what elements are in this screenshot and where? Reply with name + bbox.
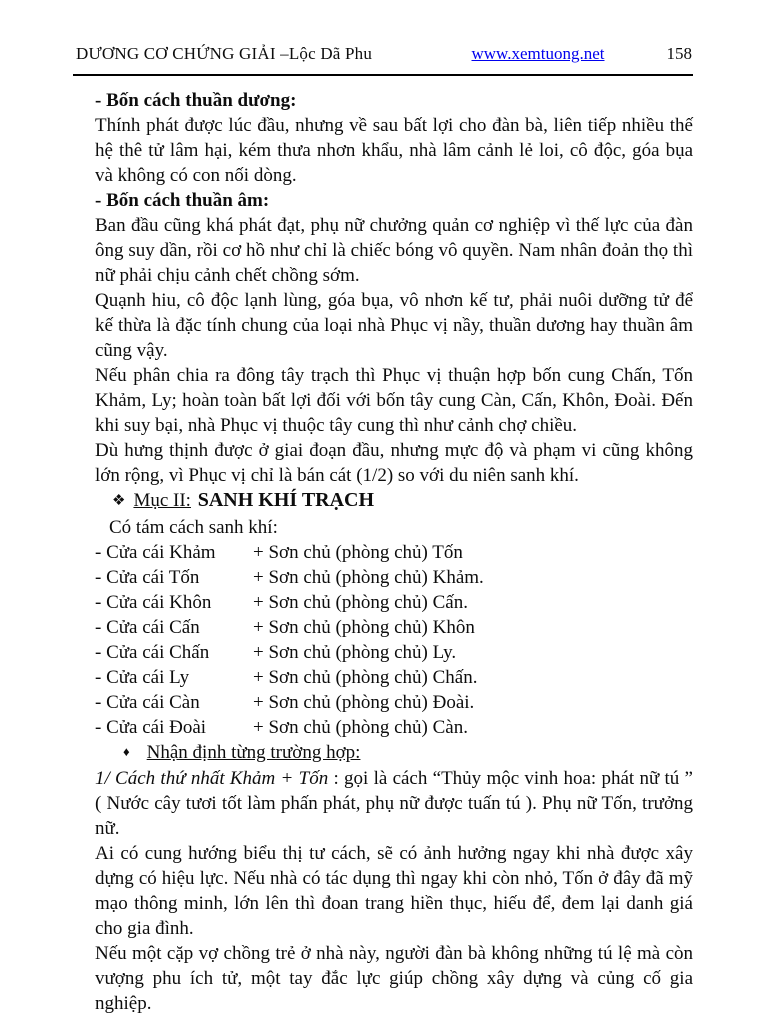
door-cell: - Cửa cái Cấn	[95, 617, 200, 638]
door-cell: - Cửa cái Tốn	[95, 567, 200, 588]
assessment-heading	[123, 740, 693, 766]
door-cell: - Cửa cái Chấn	[95, 642, 210, 663]
mountain-cell: + Sơn chủ (phòng chủ) Ly.	[253, 642, 457, 663]
header-divider	[73, 74, 693, 76]
section-heading	[112, 488, 693, 515]
sanh-khi-row	[95, 540, 693, 565]
case-1-lead: 1/ Cách thứ nhất Khảm + Tốn	[95, 768, 329, 789]
four-diamond-bullet-icon: ❖	[112, 493, 126, 509]
paragraph-case-1	[95, 766, 693, 841]
mountain-cell: + Sơn chủ (phòng chủ) Càn.	[253, 717, 468, 738]
mountain-cell: + Sơn chủ (phòng chủ) Khảm.	[253, 567, 484, 588]
door-cell: - Cửa cái Càn	[95, 692, 200, 713]
heading-pure-yin: - Bốn cách thuần âm:	[95, 190, 270, 211]
sanh-khi-row	[95, 715, 693, 740]
mountain-cell: + Sơn chủ (phòng chủ) Tốn	[253, 542, 463, 563]
paragraph-quanh-hiu: Quạnh hiu, cô độc lạnh lùng, góa bụa, vô nhơn kế tư, phải nuôi dưỡng tử để kế thừa là đặc tính chung của loại nhà Phục vị nầy, thuần dương hay thuần âm cũng vậy.	[95, 290, 693, 361]
section-title: SANH KHÍ TRẠCH	[197, 489, 375, 511]
mountain-cell: + Sơn chủ (phòng chủ) Khôn	[253, 617, 475, 638]
sanh-khi-row	[95, 565, 693, 590]
paragraph-hung-thinh: Dù hưng thịnh được ở giai đoạn đầu, nhưng mực độ và phạm vi cũng không lớn rộng, vì Phục vị chỉ là bán cát (1/2) so với du niên sanh khí.	[95, 440, 693, 486]
mountain-cell: + Sơn chủ (phòng chủ) Đoài.	[253, 692, 475, 713]
website-link[interactable]: www.xemtuong.net	[471, 44, 605, 63]
page-number: 158	[666, 44, 692, 63]
door-cell: - Cửa cái Khảm	[95, 542, 216, 563]
door-cell: - Cửa cái Khôn	[95, 592, 212, 613]
paragraph-pure-yin: Ban đầu cũng khá phát đạt, phụ nữ chưởng quản cơ nghiệp vì thế lực của đàn ông suy dần, rồi cơ hồ như chỉ là chiếc bóng vô quyền. Nam nhân đoản thọ thì nữ phải chịu cảnh chết chồng sớm.	[95, 215, 693, 286]
door-cell: - Cửa cái Đoài	[95, 717, 207, 738]
paragraph-neu-mot: Nếu một cặp vợ chồng trẻ ở nhà này, người đàn bà không những tú lệ mà còn vượng phu ích tử, một tay đắc lực giúp chồng xây dựng và củng cố gia nghiệp.	[95, 943, 693, 1014]
book-title: DƯƠNG CƠ CHỨNG GIẢI –Lộc Dã Phu	[76, 44, 373, 63]
sanh-khi-row	[95, 615, 693, 640]
sanh-khi-row	[95, 665, 693, 690]
intro-line: Có tám cách sanh khí:	[109, 517, 278, 538]
assessment-label: Nhận định từng trường hợp:	[146, 742, 361, 763]
sanh-khi-row	[95, 640, 693, 665]
heading-pure-yang: - Bốn cách thuần dương:	[95, 90, 297, 111]
door-cell: - Cửa cái Ly	[95, 667, 190, 688]
section-label: Mục II:	[133, 490, 191, 511]
paragraph-pure-yang: Thính phát được lúc đầu, nhưng về sau bất lợi cho đàn bà, liên tiếp nhiều thế hệ thê tử lâm hại, kém thưa nhơn khẩu, nhà lâm cảnh lẻ loi, cô độc, góa bụa và không có con nối dòng.	[95, 115, 693, 186]
diamond-bullet-icon: ♦	[123, 744, 130, 759]
sanh-khi-row	[95, 590, 693, 615]
sanh-khi-row	[95, 690, 693, 715]
page-body	[95, 88, 693, 1016]
paragraph-dong-tay: Nếu phân chia ra đông tây trạch thì Phục vị thuận hợp bốn cung Chấn, Tốn Khảm, Ly; hoàn toàn bất lợi đối với bốn tây cung Càn, Cấn, Khôn, Đoài. Đến khi suy bại, nhà Phục vị thuộc tây cung thì như cảnh chợ chiều.	[95, 365, 693, 436]
mountain-cell: + Sơn chủ (phòng chủ) Chấn.	[253, 667, 478, 688]
case-1-rest: : gọi là cách “Thủy mộc vinh hoa: phát nữ tú ” ( Nước cây tươi tốt làm phấn phát, phụ nữ được tuấn tú ). Phụ nữ Tốn, trưởng nữ.	[95, 768, 693, 839]
page-header	[76, 44, 692, 64]
paragraph-ai-co: Ai có cung hướng biểu thị tư cách, sẽ có ảnh hưởng ngay khi nhà được xây dựng có hiệu lực. Nếu nhà có tác dụng thì ngay khi còn nhỏ, Tốn ở đây đã mỹ mạo thông minh, lớn lên thì đoan trang hiền thục, hiếu để, đem lại danh giá cho gia đình.	[95, 843, 693, 939]
mountain-cell: + Sơn chủ (phòng chủ) Cấn.	[253, 592, 468, 613]
